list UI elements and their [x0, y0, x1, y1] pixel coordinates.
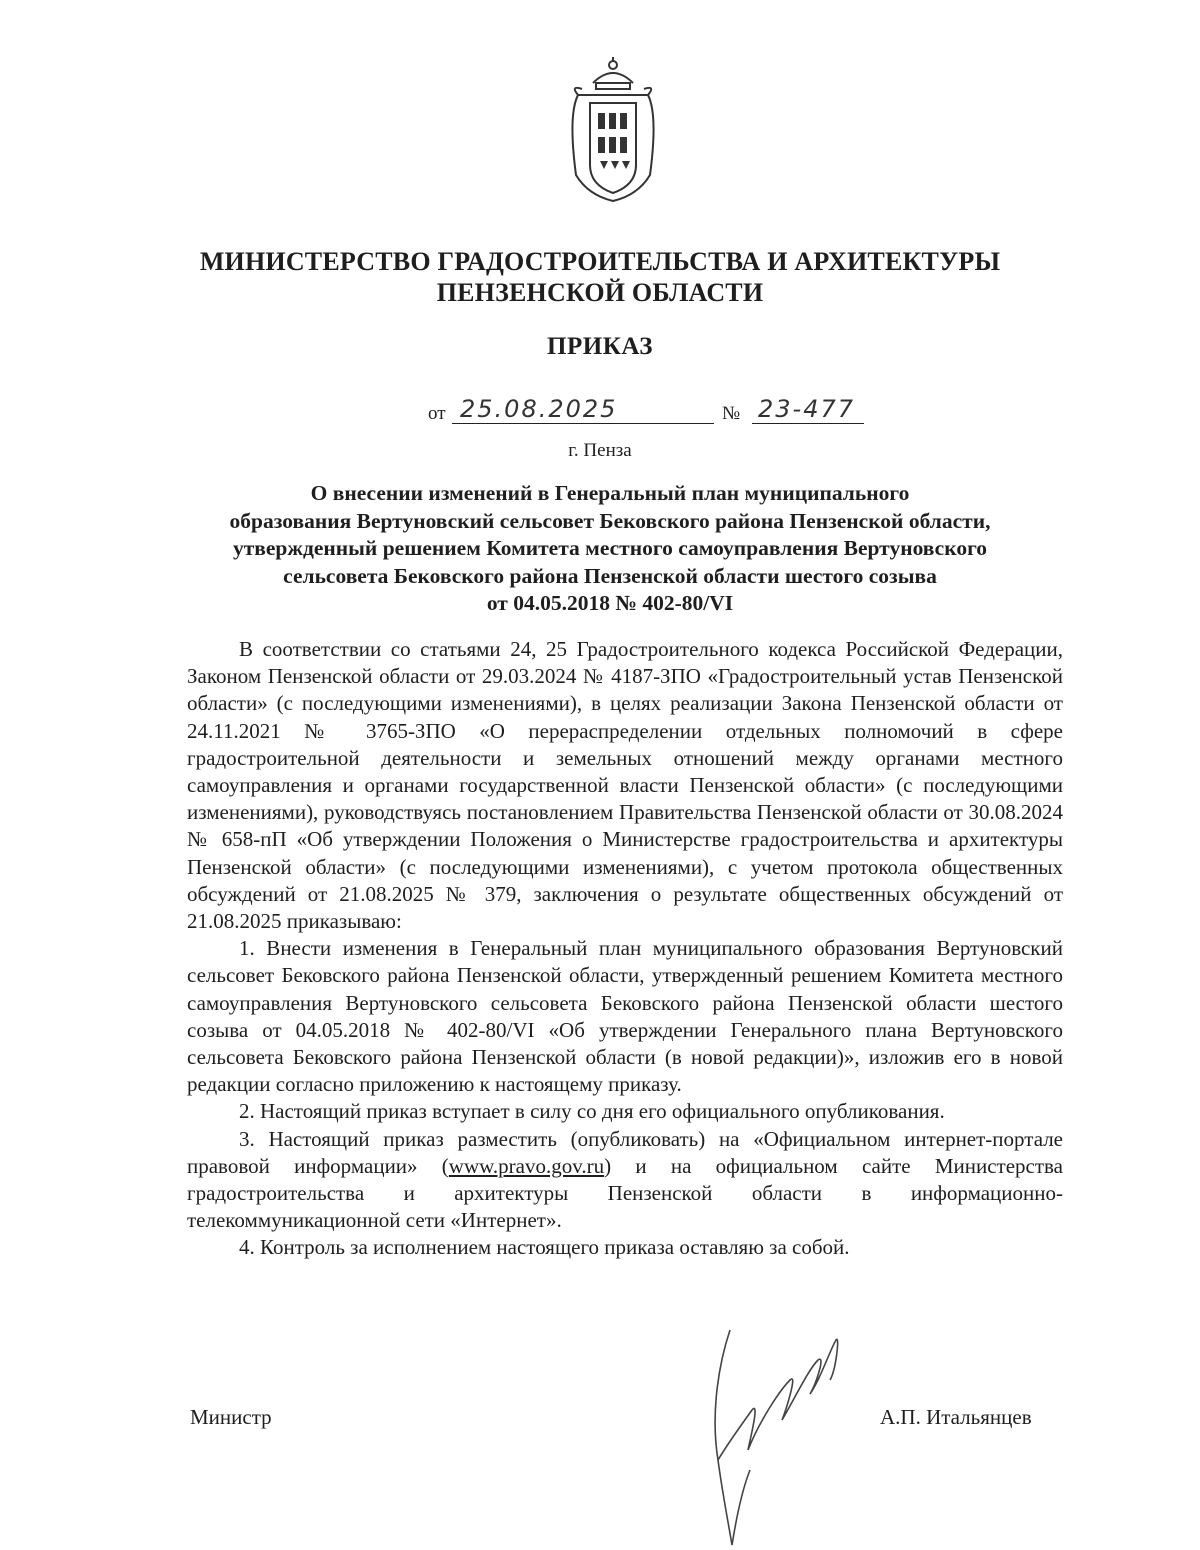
- item-3-text-after: ) и на официальном сайте Министерства градостроительства и архитектуры Пензенской области в информационно-телекоммуникационной сети «Интернет».: [187, 1153, 1063, 1233]
- item-1-paragraph: 1. Внести изменения в Генеральный план муниципального образования Вертуновский сельсовет Бековского района Пензенской области, утвержденный решением Комитета местного самоуправления Вертуновского сельсовета Бековского района Пензенской области шестого созыва от 04.05.2018 № 402-80/VI «Об утверждении Генерального плана Вертуновского сельсовета Бековского района Пензенской области (в новой редакции)», изложив его в новой редакции согласно приложению к настоящему приказу.: [187, 936, 1063, 1097]
- signatory-name: А.П. Итальянцев: [880, 1405, 1032, 1429]
- subject-line: от 04.05.2018 № 402-80/VI: [486, 591, 734, 615]
- item-3-text-before: 3. Настоящий приказ разместить (опубликовать) на «Официальном интернет-портале правовой информации» (: [187, 1126, 1063, 1178]
- document-body: [187, 636, 1063, 1262]
- number-value: 23-477: [758, 395, 856, 423]
- subject-line: образования Вертуновский сельсовет Бековского района Пензенской области,: [229, 508, 991, 533]
- ministry-title-line1: МИНИСТЕРСТВО ГРАДОСТРОИТЕЛЬСТВА И АРХИТЕКТУРЫ: [199, 247, 1001, 276]
- document-subject: [180, 480, 1040, 618]
- subject-line: утвержденный решением Комитета местного самоуправления Вертуновского: [232, 536, 988, 560]
- number-underline: [752, 423, 864, 424]
- item-4-paragraph: 4. Контроль за исполнением настоящего приказа оставляю за собой.: [239, 1235, 850, 1260]
- preamble-paragraph: В соответствии со статьями 24, 25 Градостроительного кодекса Российской Федерации, Законом Пензенской области от 29.03.2024 № 4187-ЗПО «Градостроительный устав Пензенской области» (с последующими изменениями), в целях реализации Закона Пензенской области от 24.11.2021 № 3765-ЗПО «О перераспределении отдельных полномочий в сфере градостроительной деятельности и земельных отношений между органами местного самоуправления и органами государственной власти Пензенской области» (с последующими изменениями), руководствуясь постановлением Правительства Пензенской области от 30.08.2024 № 658-пП «Об утверждении Положения о Министерстве градостроительства и архитектуры Пензенской области» (с последующими изменениями), с учетом протокола общественных обсуждений от 21.08.2025 № 379, заключения о результате общественных обсуждений от 21.08.2025 приказываю:: [187, 637, 1063, 934]
- date-number-line: [428, 395, 908, 429]
- subject-line: сельсовета Бековского района Пензенской области шестого созыва: [283, 563, 937, 588]
- number-label: №: [722, 403, 741, 424]
- city-label: г. Пенза: [568, 440, 632, 461]
- signatory-role: Министр: [190, 1405, 272, 1429]
- date-underline: [452, 423, 714, 424]
- subject-line: О внесении изменений в Генеральный план муниципального: [310, 481, 910, 505]
- ministry-title-line2: ПЕНЗЕНСКОЙ ОБЛАСТИ: [436, 278, 764, 307]
- pravo-gov-link[interactable]: www.pravo.gov.ru: [448, 1153, 605, 1178]
- document-type: ПРИКАЗ: [547, 333, 653, 360]
- item-3-paragraph: [187, 1126, 1063, 1235]
- date-value: 25.08.2025: [460, 395, 618, 423]
- date-label: от: [428, 403, 446, 424]
- handwritten-signature-icon: [690, 1320, 850, 1550]
- coat-of-arms-icon: [558, 55, 668, 205]
- item-2-paragraph: 2. Настоящий приказ вступает в силу со дня его официального опубликования.: [239, 1099, 945, 1124]
